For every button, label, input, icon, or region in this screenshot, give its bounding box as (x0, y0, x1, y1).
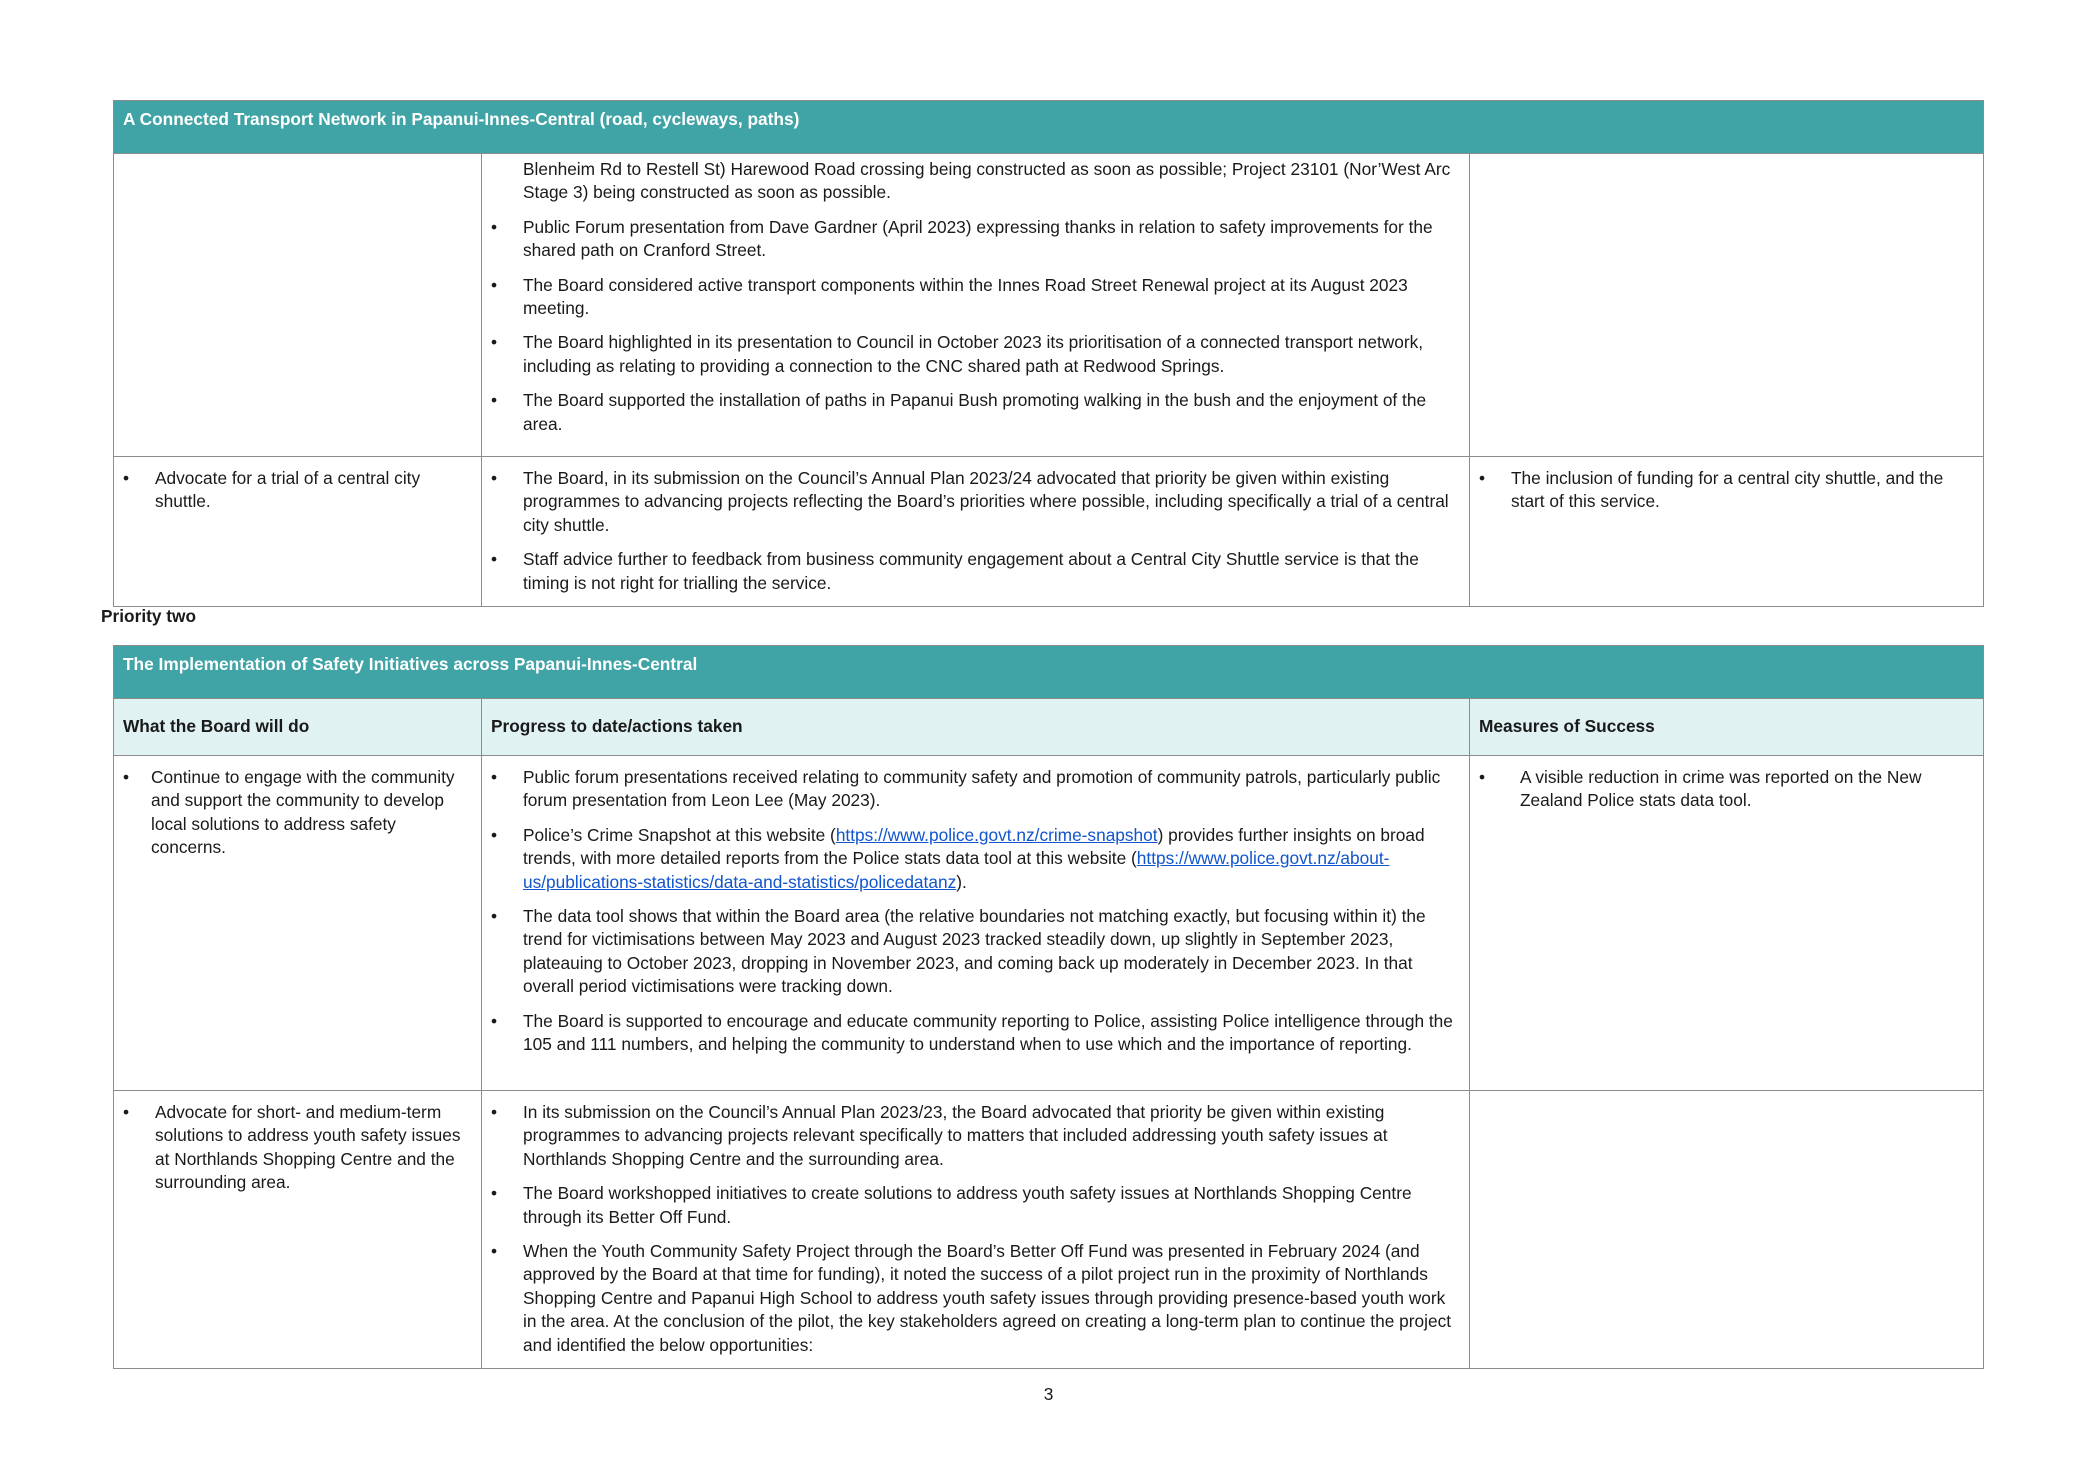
list-item: • Advocate for a trial of a central city shuttle. (114, 467, 473, 514)
safety-initiatives-table (113, 645, 1984, 1369)
policedatanz-link[interactable]: https://www.police.govt.nz/about-us/publications-statistics/data-and-statistics/policedatanz (523, 848, 1390, 892)
table-header: The Implementation of Safety Initiatives across Papanui-Innes-Central (114, 646, 1984, 699)
list-item: • Public Forum presentation from Dave Gardner (April 2023) expressing thanks in relation to safety improvements for the shared path on Cranford Street. (482, 216, 1457, 263)
progress-list (482, 158, 1457, 436)
progress-list (482, 766, 1457, 1056)
column-header-progress: Progress to date/actions taken (482, 699, 1470, 756)
list-item: • The Board workshopped initiatives to create solutions to address youth safety issues at Northlands Shopping Centre through its Better Off Fund. (482, 1182, 1457, 1229)
list-item: • The Board supported the installation of paths in Papanui Bush promoting walking in the bush and the enjoyment of the area. (482, 389, 1457, 436)
list-item: • When the Youth Community Safety Project through the Board’s Better Off Fund was presented in February 2024 (and approved by the Board at that time for funding), it noted the success of a pilot project run in the proximity of Northlands Shopping Centre and Papanui High School to address youth safety issues through providing presence-based youth work in the area. At the conclusion of the pilot, the key stakeholders agreed on creating a long-term plan to continue the project and identified the below opportunities: (482, 1240, 1457, 1357)
action-cell (114, 756, 482, 1091)
transport-network-table (113, 100, 1984, 607)
action-cell (114, 457, 482, 607)
progress-list (482, 1101, 1457, 1357)
progress-cell (482, 457, 1470, 607)
list-item: • Advocate for short- and medium-term solutions to address youth safety issues at Northlands Shopping Centre and the surrounding area. (114, 1101, 473, 1195)
measure-cell (1470, 1091, 1984, 1369)
list-item: • The Board is supported to encourage and educate community reporting to Police, assisting Police intelligence through the 105 and 111 numbers, and helping the community to understand when to use which and the importance of reporting. (482, 1010, 1457, 1057)
crime-snapshot-link[interactable]: https://www.police.govt.nz/crime-snapshot (835, 824, 1158, 845)
list-item: • A visible reduction in crime was reported on the New Zealand Police stats data tool. (1470, 766, 1971, 813)
list-item: Blenheim Rd to Restell St) Harewood Road crossing being constructed as soon as possible; Project 23101 (Nor’West Arc Stage 3) being constructed as soon as possible. (523, 159, 1451, 203)
column-header-measures: Measures of Success (1470, 699, 1984, 756)
list-item: • The data tool shows that within the Board area (the relative boundaries not matching exactly, but focusing within it) the trend for victimisations between May 2023 and August 2023 tracked steadily down, up slightly in September 2023, plateauing to October 2023, dropping in November 2023, and coming back up moderately in December 2023. In that overall period victimisations were tracking down. (482, 905, 1457, 999)
progress-cell (482, 1091, 1470, 1369)
progress-list (482, 467, 1457, 595)
list-item: • The Board considered active transport components within the Innes Road Street Renewal project at its August 2023 meeting. (482, 274, 1457, 321)
list-item: • The Board, in its submission on the Council’s Annual Plan 2023/24 advocated that priority be given within existing programmes to advancing projects reflecting the Board’s priorities where possible, including specifically a trial of a central city shuttle. (482, 467, 1457, 537)
list-item: • Police’s Crime Snapshot at this website (https://www.police.govt.nz/crime-snapshot) provides further insights on broad trends, with more detailed reports from the Police stats data tool at this website (https://www.police.govt.nz/about-us/publications-statistics/data-and-statistics/policedatanz). (482, 824, 1457, 894)
list-item: • The inclusion of funding for a central city shuttle, and the start of this service. (1470, 467, 1971, 514)
priority-label: Priority two (101, 606, 197, 626)
progress-cell (482, 154, 1470, 457)
page-number: 3 (1043, 1384, 1054, 1404)
list-item: • Public forum presentations received relating to community safety and promotion of community patrols, particularly public forum presentation from Leon Lee (May 2023). (482, 766, 1457, 813)
list-item: • Staff advice further to feedback from business community engagement about a Central City Shuttle service is that the timing is not right for trialling the service. (482, 548, 1457, 595)
measure-cell (1470, 756, 1984, 1091)
list-item: • Continue to engage with the community and support the community to develop local solutions to address safety concerns. (114, 766, 473, 860)
table-header: A Connected Transport Network in Papanui-Innes-Central (road, cycleways, paths) (114, 101, 1984, 154)
action-cell (114, 1091, 482, 1369)
progress-cell (482, 756, 1470, 1091)
column-header-action: What the Board will do (114, 699, 482, 756)
list-item: • The Board highlighted in its presentation to Council in October 2023 its prioritisation of a connected transport network, including as relating to providing a connection to the CNC shared path at Redwood Springs. (482, 331, 1457, 378)
measure-cell (1470, 457, 1984, 607)
list-item: • In its submission on the Council’s Annual Plan 2023/23, the Board advocated that priority be given within existing programmes to advancing projects relevant specifically to matters that included addressing youth safety issues at Northlands Shopping Centre and the surrounding area. (482, 1101, 1457, 1171)
action-cell (114, 154, 482, 457)
measure-cell (1470, 154, 1984, 457)
